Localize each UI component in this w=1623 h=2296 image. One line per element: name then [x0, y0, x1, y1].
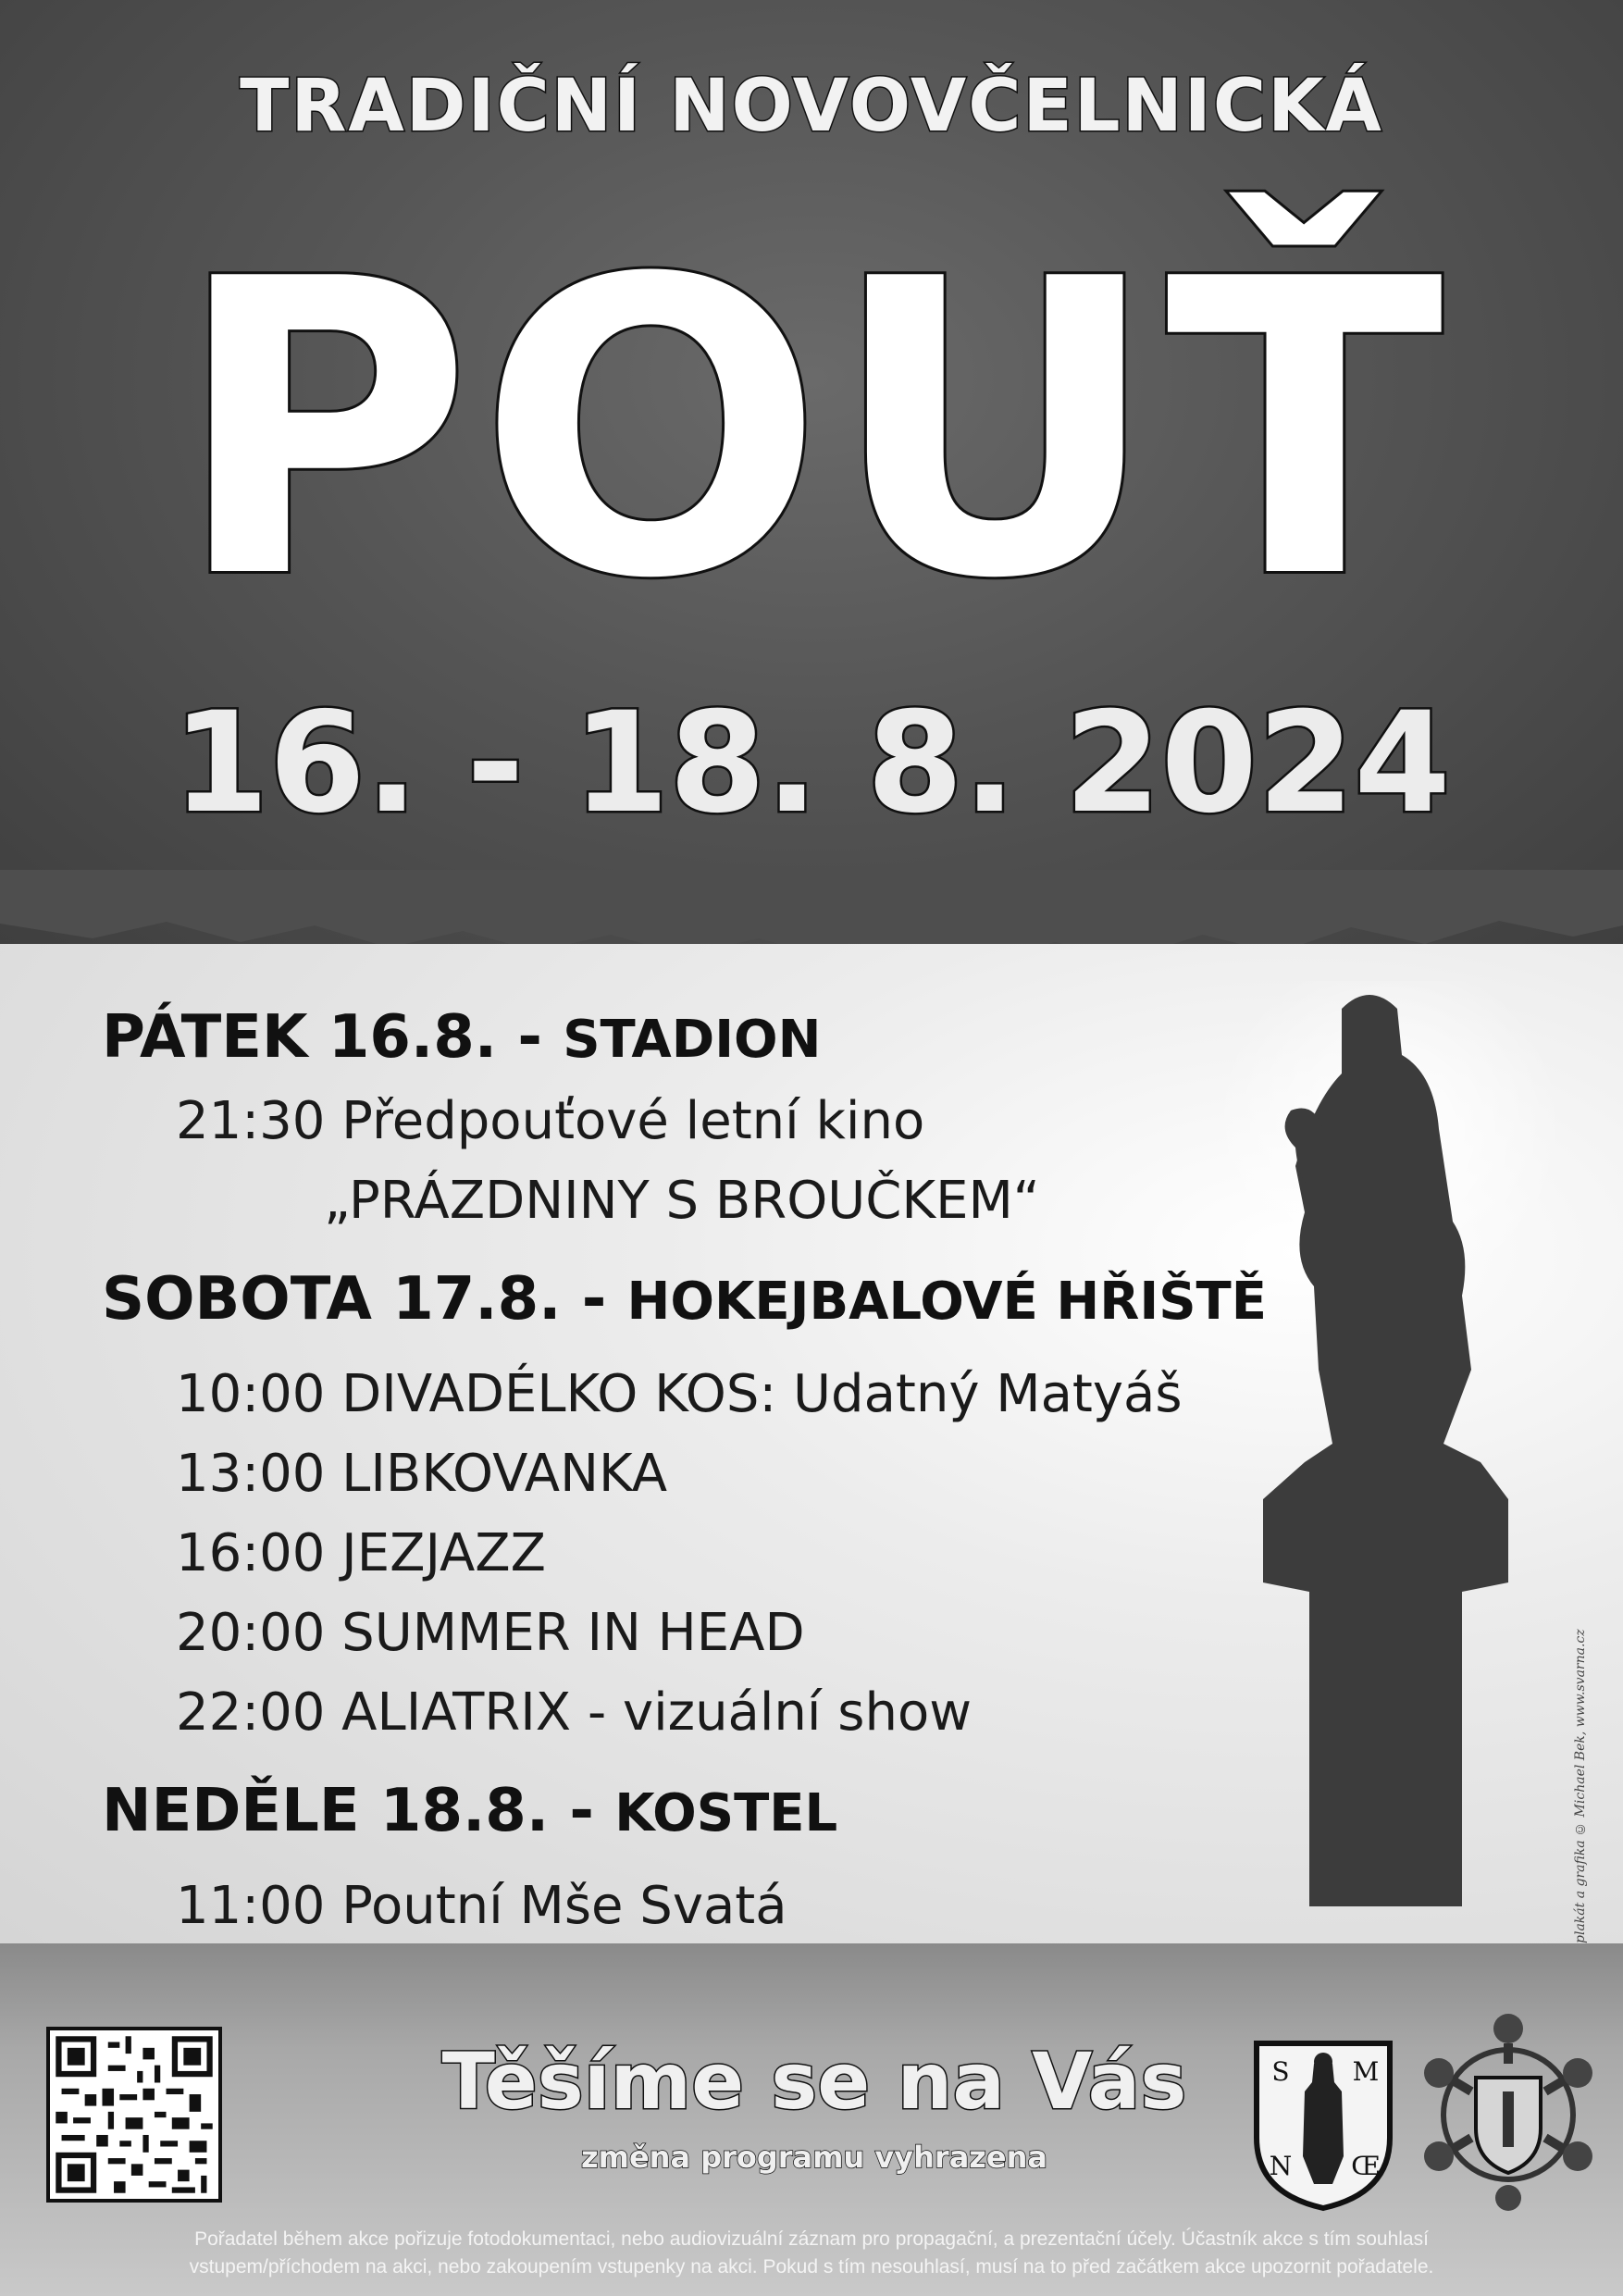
day-heading-saturday: [102, 1258, 1305, 1344]
program-item: 11:00 Poutní Mše Svatá: [176, 1876, 787, 1936]
disclaimer-line: vstupem/příchodem na akci, nebo zakoupením vstupenky na akci. Pokud s tím nesouhlasí, musí na to před začátkem akce upozornit pořadatele.: [189, 2256, 1434, 2277]
venue-label: KOSTEL: [614, 1783, 838, 1843]
qr-code-icon[interactable]: [46, 2027, 222, 2203]
day-label: SOBOTA 17.8. -: [102, 1265, 627, 1334]
crest-letter: S: [1271, 2056, 1290, 2087]
crest-letter: Œ: [1351, 2151, 1381, 2181]
crest-letter: M: [1352, 2056, 1380, 2087]
program-list: [102, 990, 1305, 1946]
venue-label: STADION: [563, 1010, 822, 1070]
designer-credit: plakát a grafika © Michael Bek, www.svarna.cz: [1573, 1629, 1588, 1943]
venue-label: HOKEJBALOVÉ HŘIŠTĚ: [626, 1272, 1267, 1332]
disclaimer-line: Pořadatel během akce pořizuje fotodokumentaci, nebo audiovizuální záznam pro propagační, a prezentační účely. Účastník akce s tím souhlasí: [194, 2228, 1429, 2250]
event-title: POUŤ: [174, 193, 1449, 667]
crest-letter: N: [1269, 2151, 1293, 2181]
event-subtitle: TRADIČNÍ NOVOVČELNICKÁ: [240, 65, 1383, 148]
program-item: 20:00 SUMMER IN HEAD: [176, 1603, 805, 1663]
program-item: 16:00 JEZJAZZ: [176, 1523, 547, 1583]
community-logo-icon: [1416, 2008, 1601, 2212]
program-item: 22:00 ALIATRIX - vizuální show: [176, 1682, 973, 1743]
program-item: 13:00 LIBKOVANKA: [176, 1444, 668, 1504]
day-heading-sunday: [102, 1769, 1305, 1855]
program-change-note: změna programu vyhrazena: [581, 2140, 1047, 2175]
program-item: 10:00 DIVADÉLKO KOS: Udatný Matyáš: [176, 1364, 1183, 1424]
program-item: „PRÁZDNINY S BROUČKEM“: [324, 1171, 1040, 1231]
program-item: 21:30 Předpouťové letní kino: [176, 1091, 925, 1151]
day-heading-friday: [102, 996, 1305, 1082]
photo-consent-disclaimer: [0, 2226, 1623, 2281]
town-coat-of-arms-icon: [1249, 2036, 1397, 2212]
welcome-message: Těšíme se na Vás: [441, 2036, 1187, 2127]
day-label: PÁTEK 16.8. -: [102, 1003, 564, 1072]
event-dates: 16. - 18. 8. 2024: [172, 683, 1451, 844]
day-label: NEDĚLE 18.8. -: [102, 1777, 615, 1845]
